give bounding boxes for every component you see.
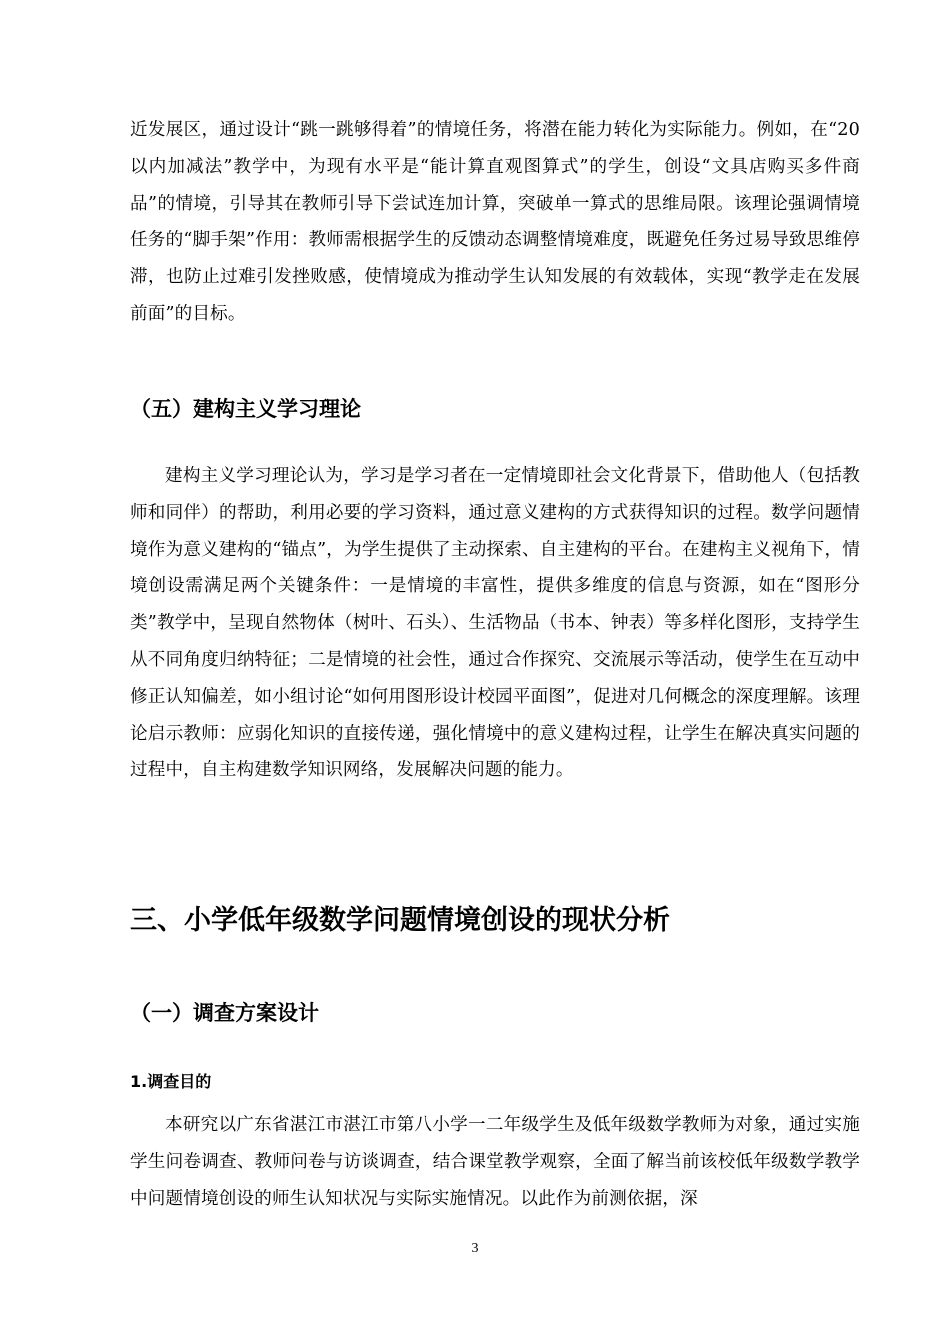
section-5-body-paragraph: 建构主义学习理论认为，学习是学习者在一定情境即社会文化背景下，借助他人（包括教师和同伴）的帮助，利用必要的学习资料，通过意义建构的方式获得知识的过程。数学问题情境作为意义建构的“锚点”，为学生提供了主动探索、自主建构的平台。在建构主义视角下，情境创设需满足两个关键条件：一是情境的丰富性，提供多维度的信息与资源，如在“图形分类”教学中，呈现自然物体（树叶、石头）、生活物品（书本、钟表）等多样化图形，支持学生从不同角度归纳特征；二是情境的社会性，通过合作探究、交流展示等活动，使学生在互动中修正认知偏差，如小组讨论“如何用图形设计校园平面图”，促进对几何概念的深度理解。该理论启示教师：应弱化知识的直接传递，强化情境中的意义建构过程，让学生在解决真实问题的过程中，自主构建数学知识网络，发展解决问题的能力。 <box>130 466 860 781</box>
section-5-heading: （五）建构主义学习理论 <box>130 397 361 421</box>
section-4-continuation-paragraph: 近发展区，通过设计“跳一跳够得着”的情境任务，将潜在能力转化为实际能力。例如，在“20以内加减法”教学中，为现有水平是“能计算直观图算式”的学生，创设“文具店购买多件商品”的情境，引导其在教师引导下尝试连加计算，突破单一算式的思维局限。该理论强调情境任务的“脚手架”作用：教师需根据学生的反馈动态调整情境难度，既避免任务过易导致思维停滞，也防止过难引发挫败感，使情境成为推动学生认知发展的有效载体，实现“教学走在发展前面”的目标。 <box>130 120 860 324</box>
survey-purpose-subheading: 1.调查目的 <box>130 1072 212 1091</box>
section-3-1-heading: （一）调查方案设计 <box>130 1001 319 1025</box>
chapter-3-heading: 三、小学低年级数学问题情境创设的现状分析 <box>130 905 670 936</box>
survey-purpose-paragraph: 本研究以广东省湛江市湛江市第八小学一二年级学生及低年级数学教师为对象，通过实施学生问卷调查、教师问卷与访谈调查，结合课堂教学观察，全面了解当前该校低年级数学教学中问题情境创设的师生认知状况与实际实施情况。以此作为前测依据，深 <box>130 1115 860 1209</box>
page-number: 3 <box>471 1241 479 1256</box>
